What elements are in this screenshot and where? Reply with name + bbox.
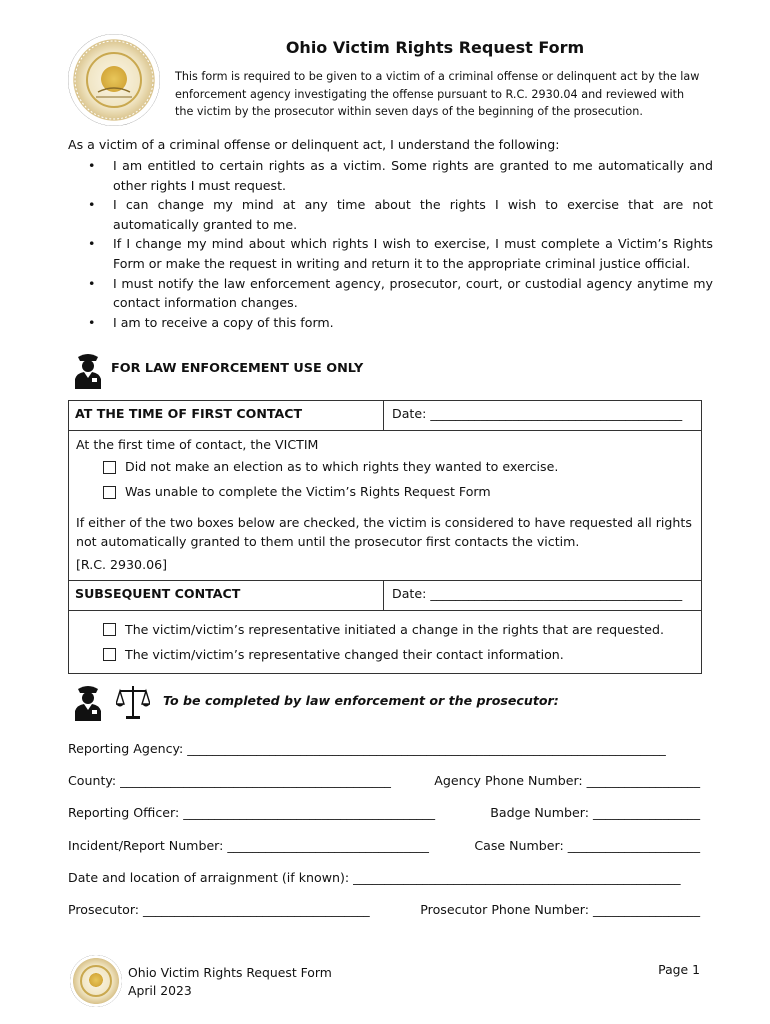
subsequent-contact-option[interactable]: The victim/victim’s representative initiated a change in the rights that are requested. bbox=[103, 617, 694, 642]
first-contact-intro: At the first time of contact, the VICTIM bbox=[76, 437, 319, 452]
badge-number-field[interactable]: Badge Number: _________________ bbox=[490, 805, 700, 820]
list-item: • I must notify the law enforcement agency, prosecutor, court, or custodial agency anytime my contact information changes. bbox=[88, 275, 713, 311]
bullet-icon: • bbox=[88, 197, 96, 213]
subsequent-contact-option[interactable]: The victim/victim’s representative changed their contact information. bbox=[103, 642, 694, 667]
footer-date: April 2023 bbox=[128, 983, 192, 998]
prosecutor-phone-field[interactable]: Prosecutor Phone Number: _________________ bbox=[420, 902, 700, 917]
page-title: Ohio Victim Rights Request Form bbox=[285, 38, 585, 57]
first-contact-option[interactable]: Did not make an election as to which rights they wanted to exercise. bbox=[103, 455, 694, 480]
checkbox[interactable] bbox=[103, 486, 116, 499]
bullet-icon: • bbox=[88, 314, 96, 330]
list-item: • I can change my mind at any time about the rights I wish to exercise that are not automatically granted to me. bbox=[88, 197, 713, 232]
list-item: • I am entitled to certain rights as a victim. Some rights are granted to me automatically and other rights I must request. bbox=[88, 158, 713, 193]
intro-paragraph: This form is required to be given to a victim of a criminal offense or delinquent act by the law enforcement agency investigating the offense pursuant to R.C. 2930.04 and reviewed with the victim by the prosecutor within seven days of the beginning of the prosecution. bbox=[175, 70, 700, 118]
subsequent-contact-body bbox=[69, 611, 702, 674]
list-item: • I am to receive a copy of this form. bbox=[88, 313, 713, 333]
list-item: • If I change my mind about which rights I wish to exercise, I must complete a Victim’s Rights Form or make the request in writing and return it to the appropriate criminal justice official. bbox=[88, 236, 713, 271]
first-contact-option[interactable]: Was unable to complete the Victim’s Rights Request Form bbox=[103, 480, 694, 505]
footer-info bbox=[128, 964, 332, 1000]
acknowledgment-lead: As a victim of a criminal offense or delinquent act, I understand the following: bbox=[68, 137, 560, 152]
subsequent-contact-date-field[interactable]: Date: ________________________________________ bbox=[384, 581, 702, 611]
county-field[interactable]: County: ___________________________________________ bbox=[68, 773, 391, 788]
prosecutor-row bbox=[68, 902, 700, 917]
agency-phone-field[interactable]: Agency Phone Number: __________________ bbox=[434, 773, 700, 788]
police-officer-icon bbox=[73, 683, 103, 721]
prosecutor-field[interactable]: Prosecutor: ____________________________________ bbox=[68, 902, 370, 917]
checkbox[interactable] bbox=[103, 648, 116, 661]
checkbox[interactable] bbox=[103, 623, 116, 636]
seal-ring-text-icon bbox=[68, 34, 160, 126]
bullet-icon: • bbox=[88, 236, 96, 252]
citation: [R.C. 2930.06] bbox=[76, 556, 168, 572]
arraignment-field[interactable]: Date and location of arraignment (if known): ____________________________________________________ bbox=[68, 870, 681, 885]
first-contact-body bbox=[69, 431, 702, 581]
officer-row bbox=[68, 805, 700, 820]
bullet-icon: • bbox=[88, 158, 96, 173]
scales-of-justice-icon bbox=[116, 684, 150, 720]
incident-number-field[interactable]: Incident/Report Number: ________________________________ bbox=[68, 838, 429, 853]
footer-form-name: Ohio Victim Rights Request Form bbox=[128, 965, 332, 980]
county-row bbox=[68, 773, 700, 788]
police-officer-icon bbox=[73, 351, 103, 389]
first-contact-date-field[interactable]: Date: ________________________________________ bbox=[384, 401, 702, 431]
law-enforcement-label: FOR LAW ENFORCEMENT USE ONLY bbox=[111, 361, 364, 376]
subsequent-contact-header: SUBSEQUENT CONTACT bbox=[69, 581, 384, 611]
first-contact-note: If either of the two boxes below are checked, the victim is considered to have requested all rights not automatically granted to them until the prosecutor first contacts the victim. bbox=[76, 514, 692, 549]
reporting-agency-row bbox=[68, 741, 700, 756]
completion-label: To be completed by law enforcement or the prosecutor: bbox=[163, 693, 559, 708]
reporting-agency-field[interactable]: Reporting Agency: ____________________________________________________________________________ bbox=[68, 741, 666, 756]
incident-row bbox=[68, 838, 700, 853]
page-number: Page 1 bbox=[658, 962, 700, 977]
bullet-icon: • bbox=[88, 275, 96, 291]
footer-seal bbox=[70, 955, 122, 1007]
supreme-court-seal bbox=[68, 34, 160, 126]
law-enforcement-table bbox=[68, 400, 702, 674]
case-number-field[interactable]: Case Number: _____________________ bbox=[474, 838, 700, 853]
checkbox[interactable] bbox=[103, 461, 116, 474]
first-contact-header: AT THE TIME OF FIRST CONTACT bbox=[69, 401, 384, 431]
arraignment-row bbox=[68, 870, 700, 885]
acknowledgment-list bbox=[88, 156, 713, 332]
reporting-officer-field[interactable]: Reporting Officer: ________________________________________ bbox=[68, 805, 436, 820]
